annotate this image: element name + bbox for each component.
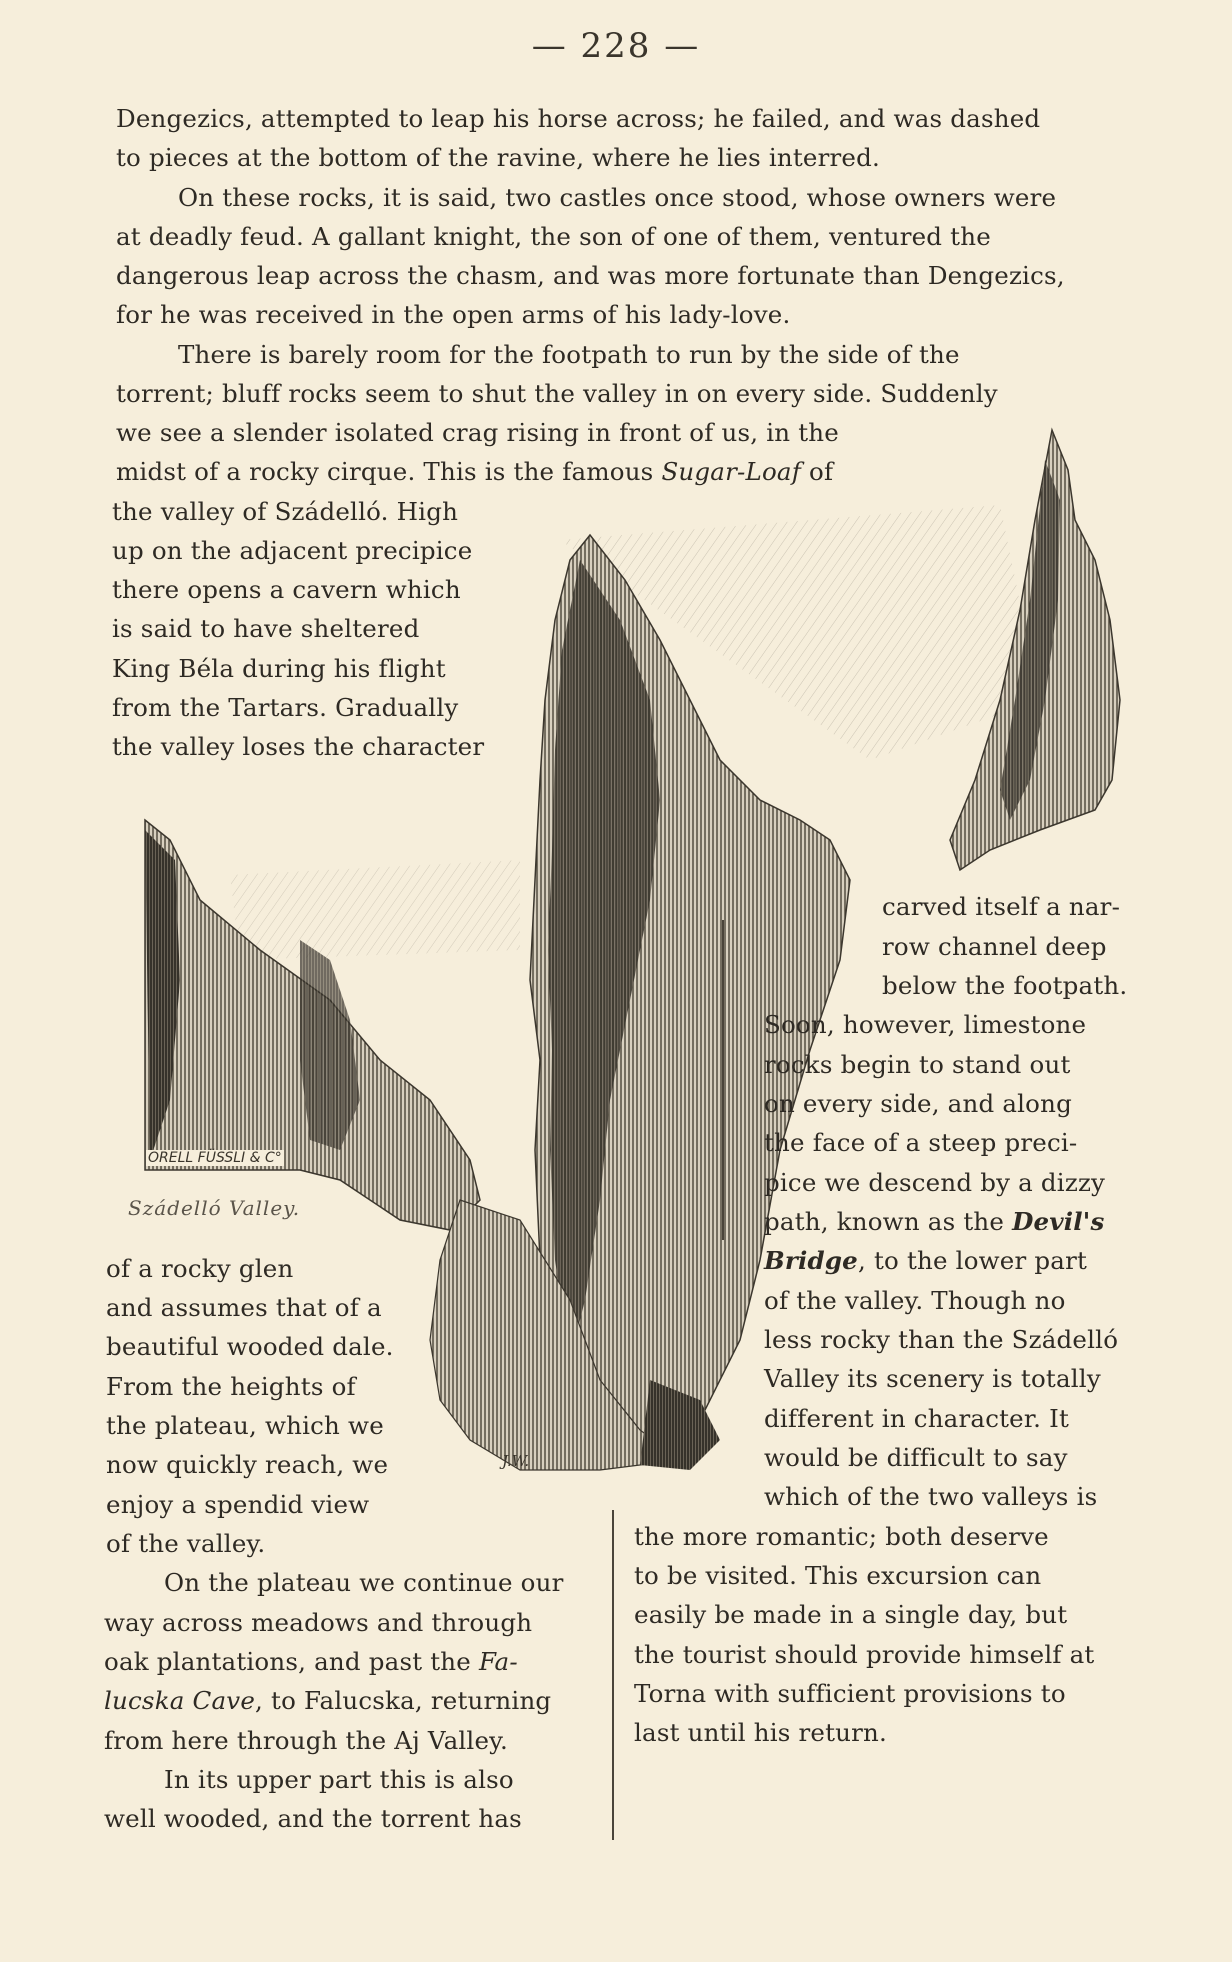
text-line: carved itself a nar- xyxy=(882,892,1121,921)
column-rule xyxy=(612,1510,614,1840)
text-line: from the Tartars. Gradually xyxy=(112,693,459,722)
text-line: at deadly feud. A gallant knight, the son of one of them, ventured the xyxy=(116,222,991,251)
text-line: way across meadows and through xyxy=(104,1608,533,1637)
emphasis-sugar-loaf: Sugar-Loaf xyxy=(661,457,801,486)
text-line: Bridge, to the lower part xyxy=(764,1246,1088,1275)
text-line: there opens a cavern which xyxy=(112,575,461,604)
text-line: which of the two valleys is xyxy=(764,1482,1098,1511)
text-line: on every side, and along xyxy=(764,1089,1072,1118)
text-line: different in character. It xyxy=(764,1404,1069,1433)
text-line: now quickly reach, we xyxy=(106,1450,389,1479)
text-line: lucska Cave, to Falucska, returning xyxy=(104,1686,552,1715)
text-line: From the heights of xyxy=(106,1372,356,1401)
text-line: Dengezics, attempted to leap his horse across; he failed, and was dashed xyxy=(116,104,1041,133)
text-line: midst of a rocky cirque. This is the famous Sugar-Loaf of xyxy=(116,457,834,486)
text-line: Torna with sufficient provisions to xyxy=(634,1679,1066,1708)
text-line: last until his return. xyxy=(634,1718,888,1747)
text-line: Valley its scenery is totally xyxy=(764,1364,1101,1393)
text-line: below the footpath. xyxy=(882,971,1128,1000)
text-line: from here through the Aj Valley. xyxy=(104,1726,508,1755)
text-line: beautiful wooded dale. xyxy=(106,1332,394,1361)
text-line: would be difficult to say xyxy=(764,1443,1068,1472)
text-line: pice we descend by a dizzy xyxy=(764,1168,1106,1197)
text-line: Soon, however, limestone xyxy=(764,1010,1087,1039)
emphasis-cave: lucska Cave xyxy=(104,1686,256,1715)
text-line: There is barely room for the footpath to run by the side of the xyxy=(178,340,960,369)
text-line: path, known as the Devil's xyxy=(764,1207,1105,1236)
page-number: — 228 — xyxy=(531,26,701,66)
illustration-border xyxy=(722,920,724,1240)
text-line: King Béla during his flight xyxy=(112,654,446,683)
text-line: the tourist should provide himself at xyxy=(634,1640,1095,1669)
text-line: On the plateau we continue our xyxy=(164,1568,564,1597)
text-line: dangerous leap across the chasm, and was more fortunate than Dengezics, xyxy=(116,261,1065,290)
text-line: the valley of Szádelló. High xyxy=(112,497,459,526)
text-line: we see a slender isolated crag rising in front of us, in the xyxy=(116,418,839,447)
text-line: of the valley. xyxy=(106,1529,266,1558)
text-line: well wooded, and the torrent has xyxy=(104,1804,522,1833)
text-line: is said to have sheltered xyxy=(112,614,420,643)
text-line: row channel deep xyxy=(882,932,1107,961)
text-line: of a rocky glen xyxy=(106,1254,294,1283)
artist-signature: ORELL FÜSSLI & C° xyxy=(148,1150,282,1166)
text-line: the more romantic; both deserve xyxy=(634,1522,1049,1551)
text-line: In its upper part this is also xyxy=(164,1765,514,1794)
text-line: rocks begin to stand out xyxy=(764,1050,1071,1079)
text-line: the valley loses the character xyxy=(112,732,485,761)
text-line: enjoy a spendid view xyxy=(106,1490,370,1519)
emphasis-devils-bridge: Devil's xyxy=(1012,1207,1105,1236)
emphasis-falucska: Fa- xyxy=(478,1647,518,1676)
text-line: to be visited. This excursion can xyxy=(634,1561,1042,1590)
engraver-signature: J.W. xyxy=(502,1452,530,1470)
illustration-caption: Szádelló Valley. xyxy=(128,1196,301,1220)
text-line: the plateau, which we xyxy=(106,1411,384,1440)
text-line: On these rocks, it is said, two castles once stood, whose owners were xyxy=(178,183,1057,212)
text-line: of the valley. Though no xyxy=(764,1286,1066,1315)
text-line: and assumes that of a xyxy=(106,1293,382,1322)
text-line: to pieces at the bottom of the ravine, where he lies interred. xyxy=(116,143,880,172)
text-line: the face of a steep preci- xyxy=(764,1128,1078,1157)
text-line: easily be made in a single day, but xyxy=(634,1600,1068,1629)
text-line: oak plantations, and past the Fa- xyxy=(104,1647,518,1676)
text-line: torrent; bluff rocks seem to shut the valley in on every side. Suddenly xyxy=(116,379,998,408)
text-line: less rocky than the Szádelló xyxy=(764,1325,1119,1354)
text-line: for he was received in the open arms of his lady-love. xyxy=(116,300,791,329)
text-line: up on the adjacent precipice xyxy=(112,536,473,565)
emphasis-bridge: Bridge xyxy=(764,1246,858,1275)
